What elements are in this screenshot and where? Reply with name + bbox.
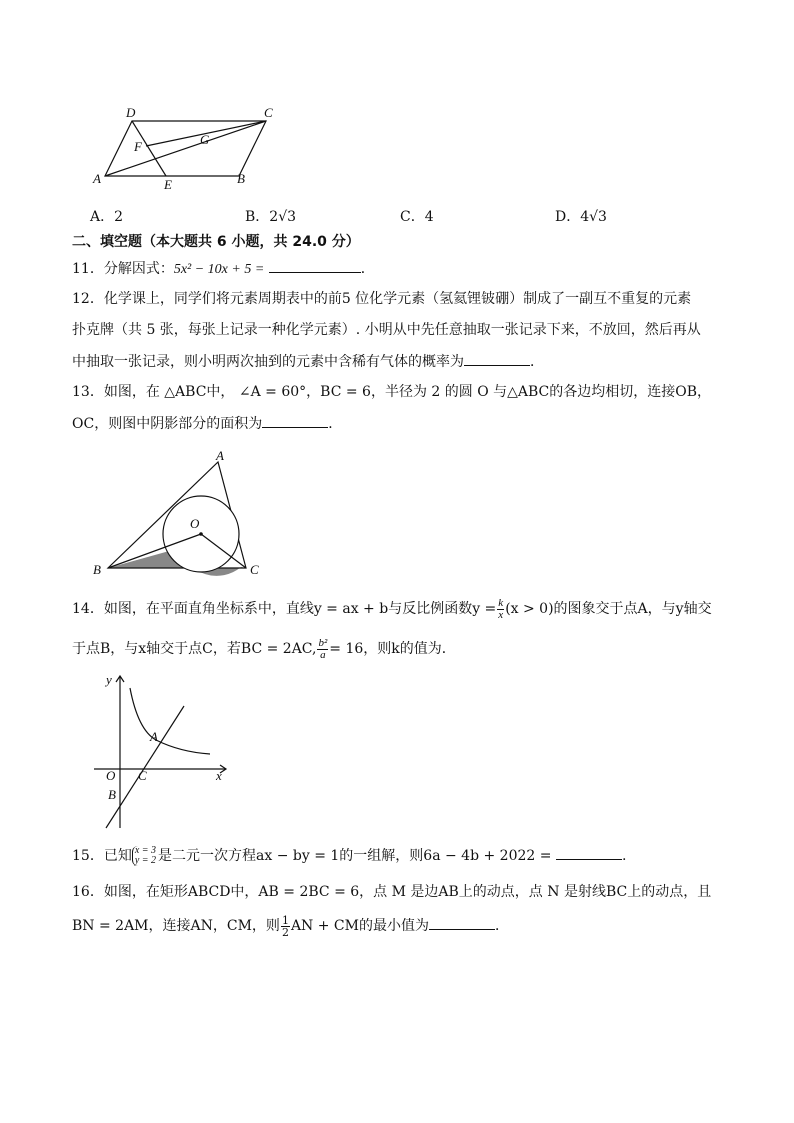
fraction-numerator: b² bbox=[318, 636, 328, 649]
triangle-incircle-figure bbox=[88, 444, 278, 580]
choice-c: C．4 bbox=[400, 209, 434, 225]
coordinate-graph-figure bbox=[90, 668, 240, 833]
label-B: B bbox=[237, 171, 245, 186]
label-E: E bbox=[164, 177, 172, 192]
q15-number: 15． bbox=[72, 848, 104, 864]
q12-answer-blank[interactable] bbox=[464, 351, 530, 366]
q11-number: 11． bbox=[72, 261, 104, 277]
label-A: A bbox=[93, 171, 101, 186]
question-16-line1 bbox=[72, 882, 711, 902]
section-title: 二、填空题（本大题共 6 小题，共 24.0 分） bbox=[72, 234, 360, 250]
question-11 bbox=[72, 258, 375, 280]
q11-text: 分解因式： bbox=[103, 261, 174, 277]
choice-a: A．2 bbox=[90, 209, 124, 225]
q15-tail: . bbox=[621, 848, 627, 864]
q13-number: 13． bbox=[72, 384, 104, 400]
fraction-numerator: 1 bbox=[281, 913, 289, 927]
q12-line1: 化学课上，同学们将元素周期表中的前5 位化学元素（氢氦锂铍硼）制成了一副互不重复的元素 bbox=[103, 291, 692, 307]
label-G: G bbox=[200, 132, 210, 147]
q15-mid: 是二元一次方程ax − by = 1的一组解，则6a − 4b + 2022 = bbox=[158, 848, 552, 864]
label-D: D bbox=[126, 105, 136, 120]
label-B: B bbox=[108, 787, 116, 802]
label-O: O bbox=[106, 768, 116, 783]
q12-line2: 扑克牌（共 5 张，每张上记录一种化学元素）. 小明从中先任意抽取一张记录下来，不放回，然后再从 bbox=[72, 322, 701, 338]
q13-tail: ． bbox=[328, 416, 343, 432]
question-15 bbox=[72, 842, 626, 870]
system-eq-2: y = 2 bbox=[134, 855, 157, 866]
equation-system bbox=[132, 846, 156, 866]
q16-line2a: BN = 2AM，连接AN，CM，则 bbox=[72, 918, 280, 934]
q15-pre: 已知 bbox=[103, 848, 132, 864]
question-13-line2 bbox=[72, 413, 342, 434]
label-A: A bbox=[150, 729, 158, 744]
label-A: A bbox=[216, 448, 224, 463]
q11-expr: 5x² − 10x + 5 = bbox=[173, 262, 265, 277]
label-C: C bbox=[138, 768, 147, 783]
label-B: B bbox=[93, 562, 101, 577]
fraction-numerator: k bbox=[498, 596, 504, 609]
q16-number: 16． bbox=[72, 884, 104, 900]
label-C: C bbox=[264, 105, 273, 120]
q13-line2: OC，则图中阴影部分的面积为 bbox=[72, 416, 263, 432]
fraction-denominator: x bbox=[498, 608, 504, 621]
fraction-k-over-x bbox=[497, 598, 504, 621]
question-16-line2 bbox=[72, 912, 509, 940]
q13-answer-blank[interactable] bbox=[262, 413, 328, 428]
label-C: C bbox=[250, 562, 259, 577]
parallelogram-figure bbox=[88, 100, 288, 195]
choice-d: D．4√3 bbox=[555, 209, 607, 225]
q14-line2b: = 16，则k的值为． bbox=[329, 641, 456, 657]
q14-line1a: 如图，在平面直角坐标系中，直线y = ax + b与反比例函数y = bbox=[103, 601, 497, 617]
question-12-line1 bbox=[72, 289, 691, 309]
fraction-denominator: a bbox=[320, 648, 326, 661]
fraction-denominator: 2 bbox=[281, 925, 289, 939]
label-x: x bbox=[216, 768, 222, 783]
q15-answer-blank[interactable] bbox=[556, 845, 622, 860]
question-13-line1 bbox=[72, 382, 711, 402]
question-14-line2 bbox=[72, 636, 456, 662]
label-O: O bbox=[190, 516, 200, 531]
fraction-one-half bbox=[281, 915, 290, 938]
q13-line1: 如图，在 △ABC中， ∠A = 60°，BC = 6，半径为 2 的圆 O 与△ABC的各边均相切，连接OB， bbox=[103, 384, 712, 400]
q14-line1b: (x > 0)的图象交于点A，与y轴交 bbox=[505, 601, 712, 617]
q12-number: 12． bbox=[72, 291, 104, 307]
fraction-b2-over-a bbox=[317, 638, 328, 661]
q12-tail: ． bbox=[530, 354, 544, 370]
q14-line2a: 于点B，与x轴交于点C，若BC = 2AC, bbox=[72, 641, 317, 657]
q14-number: 14． bbox=[72, 601, 104, 617]
q16-tail: ． bbox=[494, 918, 509, 934]
q11-answer-blank[interactable] bbox=[269, 258, 361, 273]
choice-b: B．2√3 bbox=[245, 209, 297, 225]
q11-tail: ． bbox=[360, 261, 375, 277]
q16-answer-blank[interactable] bbox=[429, 915, 495, 930]
system-eq-1: x = 3 bbox=[134, 845, 157, 856]
q16-line2b: AN + CM的最小值为 bbox=[290, 918, 429, 934]
question-12-line3 bbox=[72, 351, 544, 372]
label-F: F bbox=[134, 139, 142, 154]
label-y: y bbox=[106, 672, 112, 687]
q16-line1: 如图，在矩形ABCD中，AB = 2BC = 6，点 M 是边AB上的动点，点 N 是射线BC上的动点，且 bbox=[103, 884, 712, 900]
q12-line3: 中抽取一张记录，则小明两次抽到的元素中含稀有气体的概率为 bbox=[72, 354, 464, 370]
question-14-line1 bbox=[72, 596, 712, 622]
